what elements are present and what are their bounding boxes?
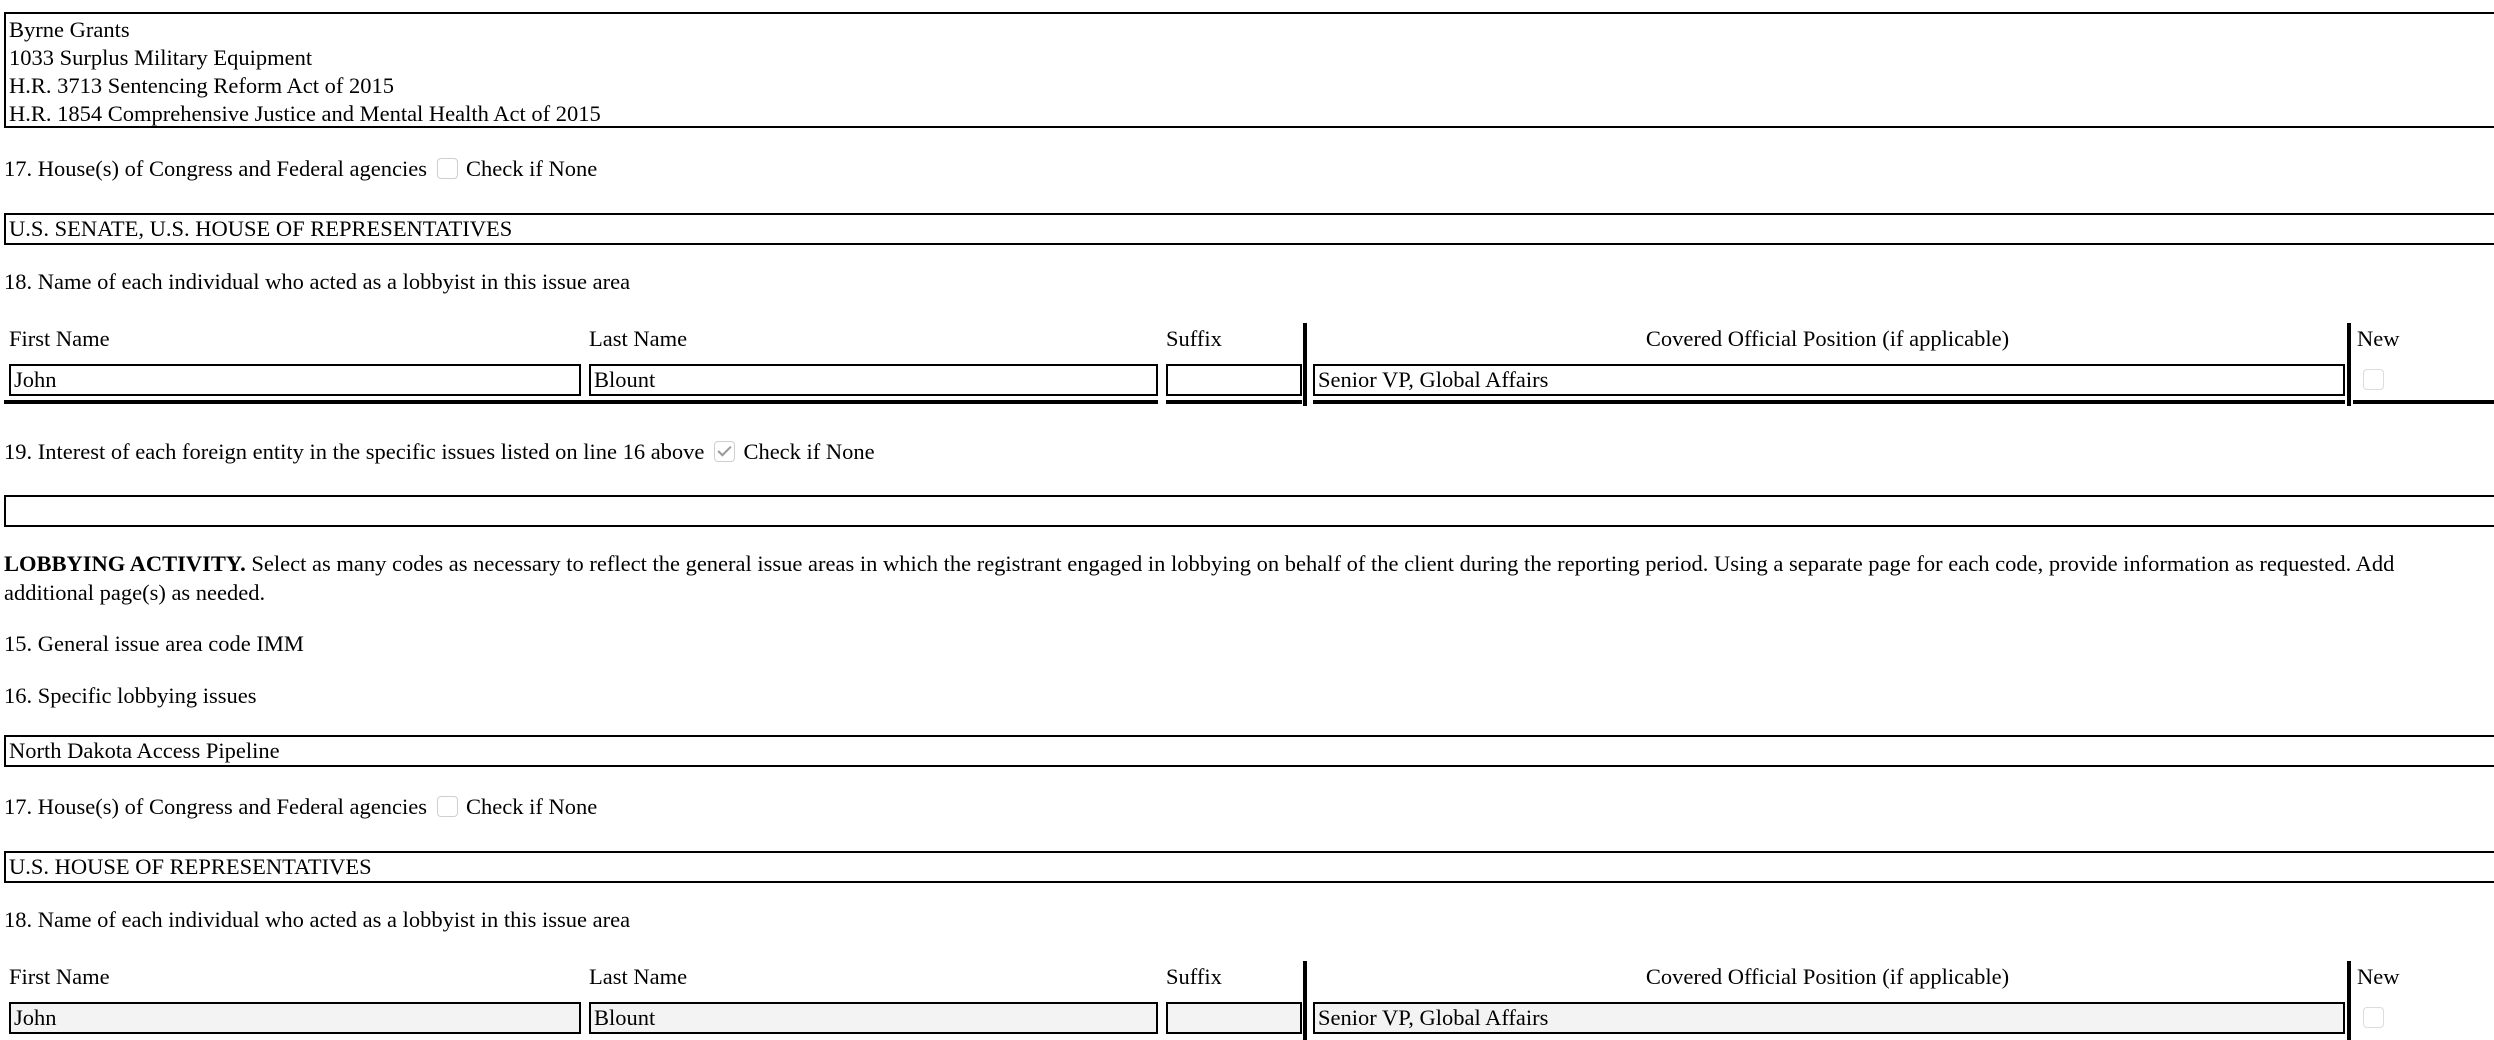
specific-issues-box[interactable] xyxy=(4,12,2494,128)
column-divider xyxy=(2347,961,2351,1040)
check-if-none-checkbox[interactable] xyxy=(437,158,458,179)
col-first-name: First Name xyxy=(9,326,110,351)
lobbying-activity-paragraph xyxy=(4,549,2414,607)
issue-line: North Dakota Access Pipeline xyxy=(9,738,280,763)
new-checkbox-wrap xyxy=(2363,1005,2384,1031)
covered-position-field[interactable]: Senior VP, Global Affairs xyxy=(1313,364,2345,396)
houses-value: U.S. SENATE, U.S. HOUSE OF REPRESENTATIVES xyxy=(9,216,513,241)
check-if-none-checkbox[interactable] xyxy=(437,796,458,817)
check-if-none-label: Check if None xyxy=(466,794,598,819)
houses-field[interactable] xyxy=(4,851,2494,883)
last-name-field[interactable]: Blount xyxy=(589,1002,1158,1034)
specific-issues-box[interactable] xyxy=(4,735,2494,767)
col-suffix: Suffix xyxy=(1166,326,1222,351)
new-checkbox[interactable] xyxy=(2363,369,2384,390)
last-name-field[interactable]: Blount xyxy=(589,364,1158,396)
col-new: New xyxy=(2357,964,2400,989)
row-underline xyxy=(1166,400,1302,404)
issue-line: H.R. 3713 Sentencing Reform Act of 2015 xyxy=(9,73,394,98)
line17-row xyxy=(4,793,597,821)
column-divider xyxy=(2347,323,2351,406)
line19-label: 19. Interest of each foreign entity in the specific issues listed on line 16 above xyxy=(4,439,705,464)
check-if-none-label: Check if None xyxy=(743,439,875,464)
line15-label: 15. General issue area code IMM xyxy=(4,631,304,656)
lobbying-activity-text: Select as many codes as necessary to reflect the general issue areas in which the registrant engaged in lobbying on behalf of the client during the reporting period. Using a separate page for each code, provide information as requested. Add additional page(s) as needed. xyxy=(4,551,2395,605)
issue-line: 1033 Surplus Military Equipment xyxy=(9,45,313,70)
col-last-name: Last Name xyxy=(589,326,688,351)
line18-label: 18. Name of each individual who acted as a lobbyist in this issue area xyxy=(4,269,631,294)
line17-label: 17. House(s) of Congress and Federal agencies xyxy=(4,794,428,819)
issue-line: H.R. 1854 Comprehensive Justice and Mental Health Act of 2015 xyxy=(9,101,601,126)
row-underline xyxy=(4,400,1158,404)
line16-label: 16. Specific lobbying issues xyxy=(4,683,257,708)
row-underline xyxy=(1313,400,2345,404)
first-name-field[interactable]: John xyxy=(9,364,581,396)
column-divider xyxy=(1303,323,1307,406)
column-divider xyxy=(1303,961,1307,1040)
suffix-field[interactable] xyxy=(1166,1002,1302,1034)
new-checkbox[interactable] xyxy=(2363,1007,2384,1028)
col-covered-position: Covered Official Position (if applicable) xyxy=(1645,326,2010,351)
line18-label: 18. Name of each individual who acted as a lobbyist in this issue area xyxy=(4,907,631,932)
line17-row xyxy=(4,155,597,183)
col-suffix: Suffix xyxy=(1166,964,1222,989)
houses-value: U.S. HOUSE OF REPRESENTATIVES xyxy=(9,854,372,879)
col-last-name: Last Name xyxy=(589,964,688,989)
foreign-interest-field[interactable] xyxy=(4,495,2494,527)
row-underline xyxy=(2353,400,2494,404)
houses-field[interactable] xyxy=(4,213,2494,245)
lobbying-activity-heading: LOBBYING ACTIVITY. xyxy=(4,551,246,576)
line17-label: 17. House(s) of Congress and Federal agencies xyxy=(4,156,428,181)
col-first-name: First Name xyxy=(9,964,110,989)
first-name-field[interactable]: John xyxy=(9,1002,581,1034)
new-checkbox-wrap xyxy=(2363,367,2384,393)
check-if-none-label: Check if None xyxy=(466,156,598,181)
col-covered-position: Covered Official Position (if applicable) xyxy=(1645,964,2010,989)
issue-line: Byrne Grants xyxy=(9,17,130,42)
col-new: New xyxy=(2357,326,2400,351)
line19-row xyxy=(4,438,875,466)
covered-position-field[interactable]: Senior VP, Global Affairs xyxy=(1313,1002,2345,1034)
check-if-none-checkbox[interactable] xyxy=(714,441,735,462)
suffix-field[interactable] xyxy=(1166,364,1302,396)
